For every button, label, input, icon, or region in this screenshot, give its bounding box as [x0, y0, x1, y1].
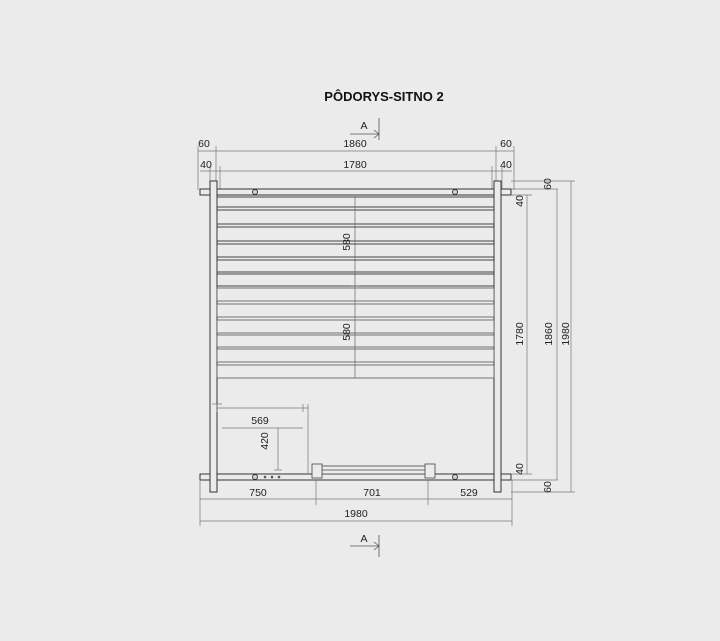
dim-right-total: 1980 — [560, 322, 572, 346]
drawing-title: PÔDORYS-SITNO 2 — [324, 89, 444, 104]
dim-top-right-inner: 40 — [500, 159, 512, 171]
right-post — [494, 181, 501, 492]
bench-upper — [217, 197, 494, 286]
bench-lower — [217, 288, 494, 378]
dim-top-total: 1860 — [343, 138, 367, 150]
dim-stove-width: 569 — [251, 415, 269, 427]
bolt-icon — [253, 475, 258, 480]
dim-bench-lower: 580 — [341, 323, 353, 341]
dim-top-inner: 1780 — [343, 159, 367, 171]
dim-bench-upper: 580 — [341, 233, 353, 251]
dim-right-mid: 1860 — [543, 322, 555, 346]
section-label-top: A — [360, 120, 368, 132]
dim-door: 701 — [363, 487, 381, 499]
dim-top-left-inner: 40 — [200, 159, 212, 171]
bolt-icon — [253, 190, 258, 195]
bolt-icon — [453, 475, 458, 480]
left-post — [210, 181, 217, 492]
dim-right-bottom-inner: 40 — [514, 463, 526, 475]
dim-bottom-left: 750 — [249, 487, 267, 499]
bolt-icon — [453, 190, 458, 195]
dim-bottom-right: 529 — [460, 487, 478, 499]
section-label-bottom: A — [360, 533, 368, 545]
dim-right-top-inner: 40 — [514, 195, 526, 207]
dim-right-bottom-outer: 60 — [542, 481, 554, 493]
dim-stove-depth: 420 — [259, 432, 271, 450]
dim-right-top-outer: 60 — [542, 178, 554, 190]
dim-top-right-outer: 60 — [500, 138, 512, 150]
top-beam — [200, 189, 511, 195]
bottom-beam — [200, 474, 511, 480]
dim-right-inner: 1780 — [514, 322, 526, 346]
dim-bottom-total: 1980 — [344, 508, 368, 520]
dim-top-left-outer: 60 — [198, 138, 210, 150]
